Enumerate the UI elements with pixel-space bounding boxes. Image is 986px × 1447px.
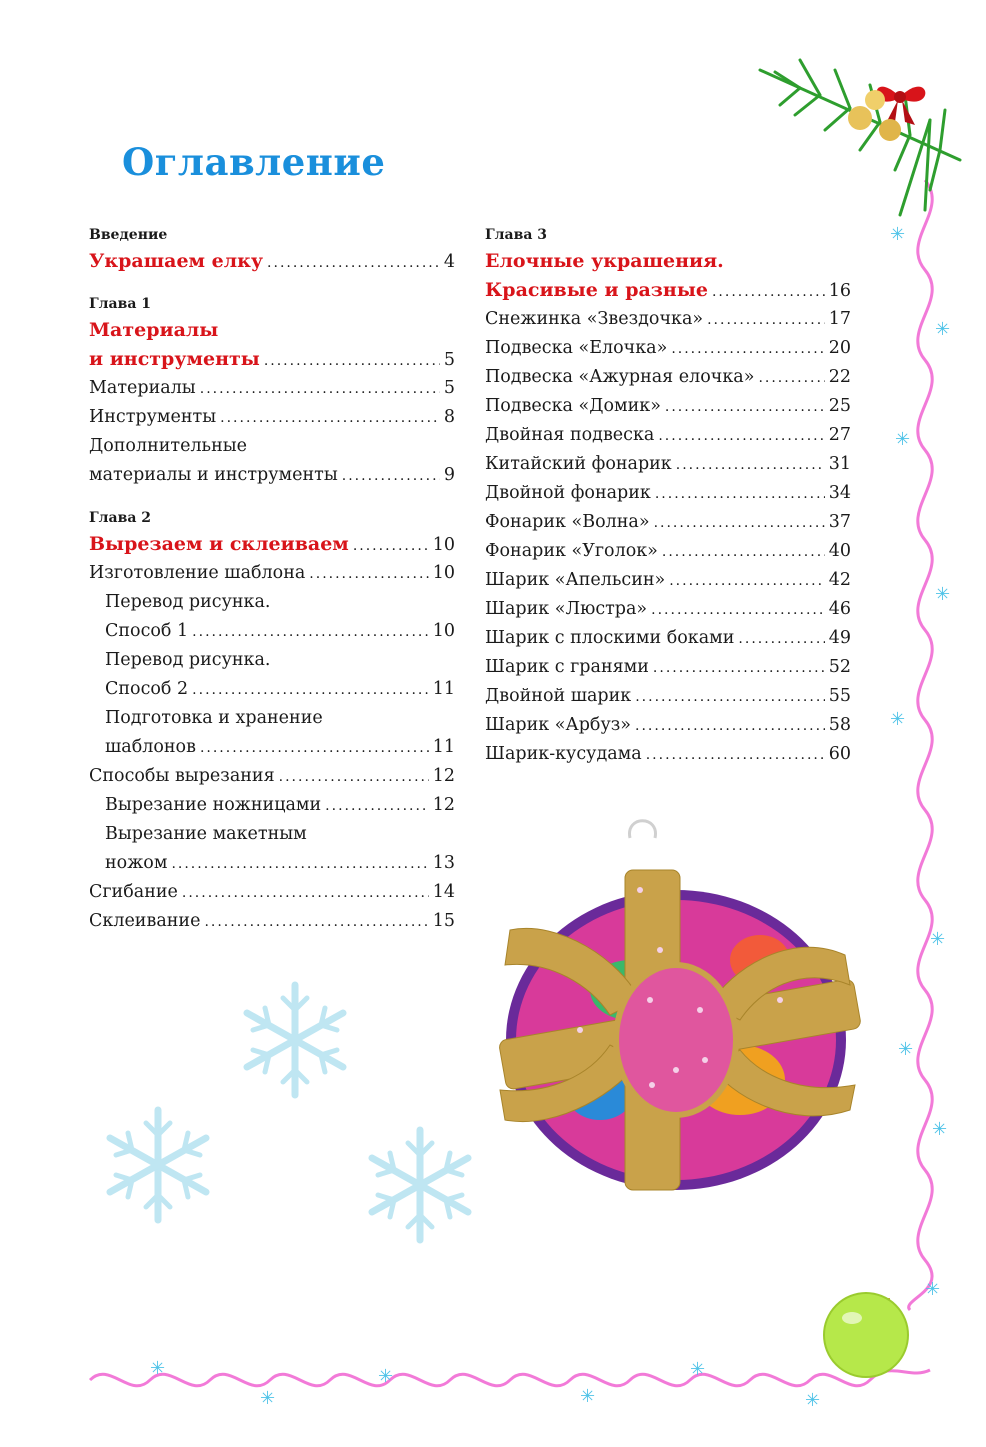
- toc-page-number: 12: [432, 766, 455, 786]
- toc-page-number: 58: [828, 715, 851, 735]
- dot-leader: [325, 792, 429, 821]
- svg-text:✳: ✳: [690, 1359, 706, 1380]
- toc-page-number: 34: [828, 483, 851, 503]
- dot-leader: [635, 683, 825, 712]
- toc-page-number: 9: [443, 465, 455, 485]
- toc-entry-label: Вырезание ножницами: [105, 795, 322, 815]
- svg-text:✳: ✳: [898, 1039, 914, 1060]
- toc-page-number: 12: [432, 795, 455, 815]
- toc-page-number: 55: [828, 686, 851, 706]
- toc-entry-label: Сгибание: [89, 882, 178, 902]
- snowflake-icon: [247, 985, 343, 1095]
- toc-entry-label: Инструменты: [89, 407, 217, 427]
- toc-page-number: 5: [443, 350, 455, 370]
- toc-subentry[interactable]: [89, 791, 455, 820]
- dot-leader: [707, 306, 825, 335]
- toc-subentry[interactable]: [89, 675, 455, 704]
- toc-page-number: 22: [828, 367, 851, 387]
- dot-leader: [182, 879, 429, 908]
- svg-text:✳: ✳: [805, 1390, 821, 1411]
- toc-entry-label: Снежинка «Звездочка»: [485, 309, 704, 329]
- dot-leader: [676, 451, 825, 480]
- toc-entry-label: Шарик «Люстра»: [485, 599, 648, 619]
- toc-entry[interactable]: [89, 762, 455, 791]
- toc-entry[interactable]: [89, 374, 455, 403]
- toc-entry-chapter-1[interactable]: [89, 345, 455, 374]
- dot-leader: [192, 676, 429, 705]
- toc-page-number: 46: [828, 599, 851, 619]
- dot-leader: [200, 734, 429, 763]
- dot-leader: [653, 654, 825, 683]
- chapter-1-label: Глава 1: [89, 296, 152, 312]
- svg-text:✳: ✳: [935, 584, 951, 605]
- snowflake-icon: [372, 1130, 468, 1240]
- dot-leader: [758, 364, 824, 393]
- toc-subentry[interactable]: [89, 733, 455, 762]
- page-title: Оглавление: [122, 140, 386, 184]
- svg-text:✳: ✳: [925, 1279, 941, 1300]
- svg-text:✳: ✳: [932, 1119, 948, 1140]
- toc-entry[interactable]: [485, 682, 851, 711]
- toc-entry-label: Украшаем елку: [89, 250, 264, 272]
- fir-branch-icon: [760, 60, 960, 215]
- toc-entry-label: Шарик-кусудама: [485, 744, 642, 764]
- dot-leader: [665, 393, 825, 422]
- toc-entry-chapter-2[interactable]: [89, 530, 455, 559]
- toc-entry-label: Красивые и разные: [485, 279, 708, 301]
- dot-leader: [353, 532, 429, 561]
- dot-leader: [264, 347, 440, 376]
- dot-leader: [635, 712, 825, 741]
- toc-entry-label: ножом: [105, 853, 168, 873]
- dot-leader: [669, 567, 824, 596]
- snowflake-icon: [110, 1110, 206, 1220]
- toc-page-number: 15: [432, 911, 455, 931]
- toc-entry-label: Шарик с плоскими боками: [485, 628, 735, 648]
- toc-entry[interactable]: [89, 878, 455, 907]
- toc-entry[interactable]: [89, 461, 455, 490]
- toc-entry-label: и инструменты: [89, 348, 260, 370]
- dot-leader: [279, 763, 429, 792]
- toc-entry-line[interactable]: Дополнительные: [89, 436, 248, 456]
- chapter-1-title-line[interactable]: Материалы: [89, 319, 219, 341]
- toc-entry[interactable]: [485, 537, 851, 566]
- dot-leader: [192, 618, 429, 647]
- toc-entry[interactable]: [485, 566, 851, 595]
- toc-subentry[interactable]: [89, 849, 455, 878]
- toc-page-number: 8: [443, 407, 455, 427]
- toc-entry-label: Китайский фонарик: [485, 454, 672, 474]
- toc-entry-label: Фонарик «Волна»: [485, 512, 650, 532]
- toc-page-number: 11: [432, 679, 455, 699]
- toc-page-number: 13: [432, 853, 455, 873]
- toc-page-number: 31: [828, 454, 851, 474]
- svg-text:✳: ✳: [260, 1388, 276, 1409]
- toc-entry-label: Склеивание: [89, 911, 201, 931]
- toc-entry-label: материалы и инструменты: [89, 465, 338, 485]
- toc-column-right: [485, 223, 851, 769]
- dot-leader: [342, 462, 440, 491]
- toc-page-number: 5: [443, 378, 455, 398]
- dot-leader: [204, 908, 428, 937]
- toc-entry-label: Шарик «Апельсин»: [485, 570, 666, 590]
- toc-page-number: 16: [828, 281, 851, 301]
- toc-entry-label: шаблонов: [105, 737, 196, 757]
- toc-page-number: 10: [432, 535, 455, 555]
- toc-page-number: 40: [828, 541, 851, 561]
- toc-page-number: 14: [432, 882, 455, 902]
- dot-leader: [712, 278, 825, 307]
- toc-entry-label: Способ 1: [105, 621, 189, 641]
- pink-ribbon-bottom: [90, 1370, 930, 1386]
- svg-text:✳: ✳: [378, 1366, 394, 1387]
- toc-entry-chapter-3[interactable]: [485, 276, 851, 305]
- toc-entry-label: Двойная подвеска: [485, 425, 655, 445]
- toc-entry[interactable]: [485, 305, 851, 334]
- toc-page-number: 52: [828, 657, 851, 677]
- svg-text:✳: ✳: [930, 929, 946, 950]
- toc-entry-label: Подвеска «Ажурная елочка»: [485, 367, 755, 387]
- toc-entry[interactable]: [485, 653, 851, 682]
- dot-leader: [671, 335, 824, 364]
- svg-text:✳: ✳: [580, 1386, 596, 1407]
- green-ball-ornament-icon: [824, 1293, 908, 1377]
- svg-text:✳: ✳: [890, 709, 906, 730]
- toc-entry[interactable]: [89, 403, 455, 432]
- toc-subentry-line[interactable]: Перевод рисунка.: [105, 592, 271, 612]
- toc-entry[interactable]: [485, 392, 851, 421]
- toc-entry-label: Способы вырезания: [89, 766, 275, 786]
- dot-leader: [662, 538, 825, 567]
- toc-page-number: 20: [828, 338, 851, 358]
- toc-entry[interactable]: [89, 559, 455, 588]
- pink-ribbon-right: [909, 180, 933, 1310]
- intro-label: Введение: [89, 227, 168, 243]
- dot-leader: [646, 741, 825, 770]
- toc-page-number: 25: [828, 396, 851, 416]
- dot-leader: [655, 480, 825, 509]
- toc-subentry-line[interactable]: Перевод рисунка.: [105, 650, 271, 670]
- toc-entry[interactable]: [89, 907, 455, 936]
- toc-entry-label: Материалы: [89, 378, 196, 398]
- toc-column-left: [89, 223, 455, 936]
- dot-leader: [200, 375, 440, 404]
- toc-entry-label: Двойной шарик: [485, 686, 632, 706]
- toc-page-number: 42: [828, 570, 851, 590]
- toc-page-number: 49: [828, 628, 851, 648]
- dot-leader: [658, 422, 824, 451]
- dot-leader: [738, 625, 824, 654]
- toc-entry-label: Изготовление шаблона: [89, 563, 306, 583]
- toc-entry-label: Шарик «Арбуз»: [485, 715, 632, 735]
- toc-entry-intro[interactable]: [89, 247, 455, 276]
- chapter-3-entries: [485, 305, 851, 769]
- toc-subentry-line[interactable]: Вырезание макетным: [105, 824, 307, 844]
- toc-subentry[interactable]: [89, 617, 455, 646]
- toc-page-number: 11: [432, 737, 455, 757]
- toc-page-number: 4: [443, 252, 455, 272]
- toc-entry[interactable]: [485, 334, 851, 363]
- svg-text:✳: ✳: [895, 429, 911, 450]
- dot-leader: [654, 509, 825, 538]
- red-bow-icon: [877, 87, 926, 125]
- toc-entry[interactable]: [485, 450, 851, 479]
- toc-entry-label: Подвеска «Елочка»: [485, 338, 668, 358]
- dot-leader: [220, 404, 440, 433]
- svg-text:✳: ✳: [890, 224, 906, 245]
- toc-entry[interactable]: [485, 595, 851, 624]
- toc-entry-label: Двойной фонарик: [485, 483, 651, 503]
- toc-entry-label: Способ 2: [105, 679, 189, 699]
- toc-entry-label: Вырезаем и склеиваем: [89, 533, 349, 555]
- toc-page-number: 27: [828, 425, 851, 445]
- chapter-2-label: Глава 2: [89, 510, 152, 526]
- toc-entry[interactable]: [485, 479, 851, 508]
- svg-text:✳: ✳: [935, 319, 951, 340]
- toc-entry-label: Шарик с гранями: [485, 657, 649, 677]
- toc-entry[interactable]: [485, 421, 851, 450]
- dot-leader: [171, 850, 428, 879]
- toc-entry[interactable]: [485, 363, 851, 392]
- toc-entry[interactable]: [485, 508, 851, 537]
- toc-entry[interactable]: [485, 624, 851, 653]
- dot-leader: [267, 249, 440, 278]
- toc-page-number: 37: [828, 512, 851, 532]
- toc-entry-label: Фонарик «Уголок»: [485, 541, 658, 561]
- toc-page-number: 10: [432, 621, 455, 641]
- toc-entry[interactable]: [485, 711, 851, 740]
- dot-leader: [309, 560, 428, 589]
- toc-entry[interactable]: [485, 740, 851, 769]
- toc-page-number: 10: [432, 563, 455, 583]
- toc-page-number: 17: [828, 309, 851, 329]
- toc-subentry-line[interactable]: Подготовка и хранение: [105, 708, 323, 728]
- chapter-3-title-line[interactable]: Елочные украшения.: [485, 250, 724, 272]
- dot-leader: [651, 596, 825, 625]
- svg-text:✳: ✳: [150, 1358, 166, 1379]
- chapter-3-label: Глава 3: [485, 227, 548, 243]
- paper-ball-ornament-image: [498, 821, 861, 1190]
- toc-entry-label: Подвеска «Домик»: [485, 396, 661, 416]
- toc-page-number: 60: [828, 744, 851, 764]
